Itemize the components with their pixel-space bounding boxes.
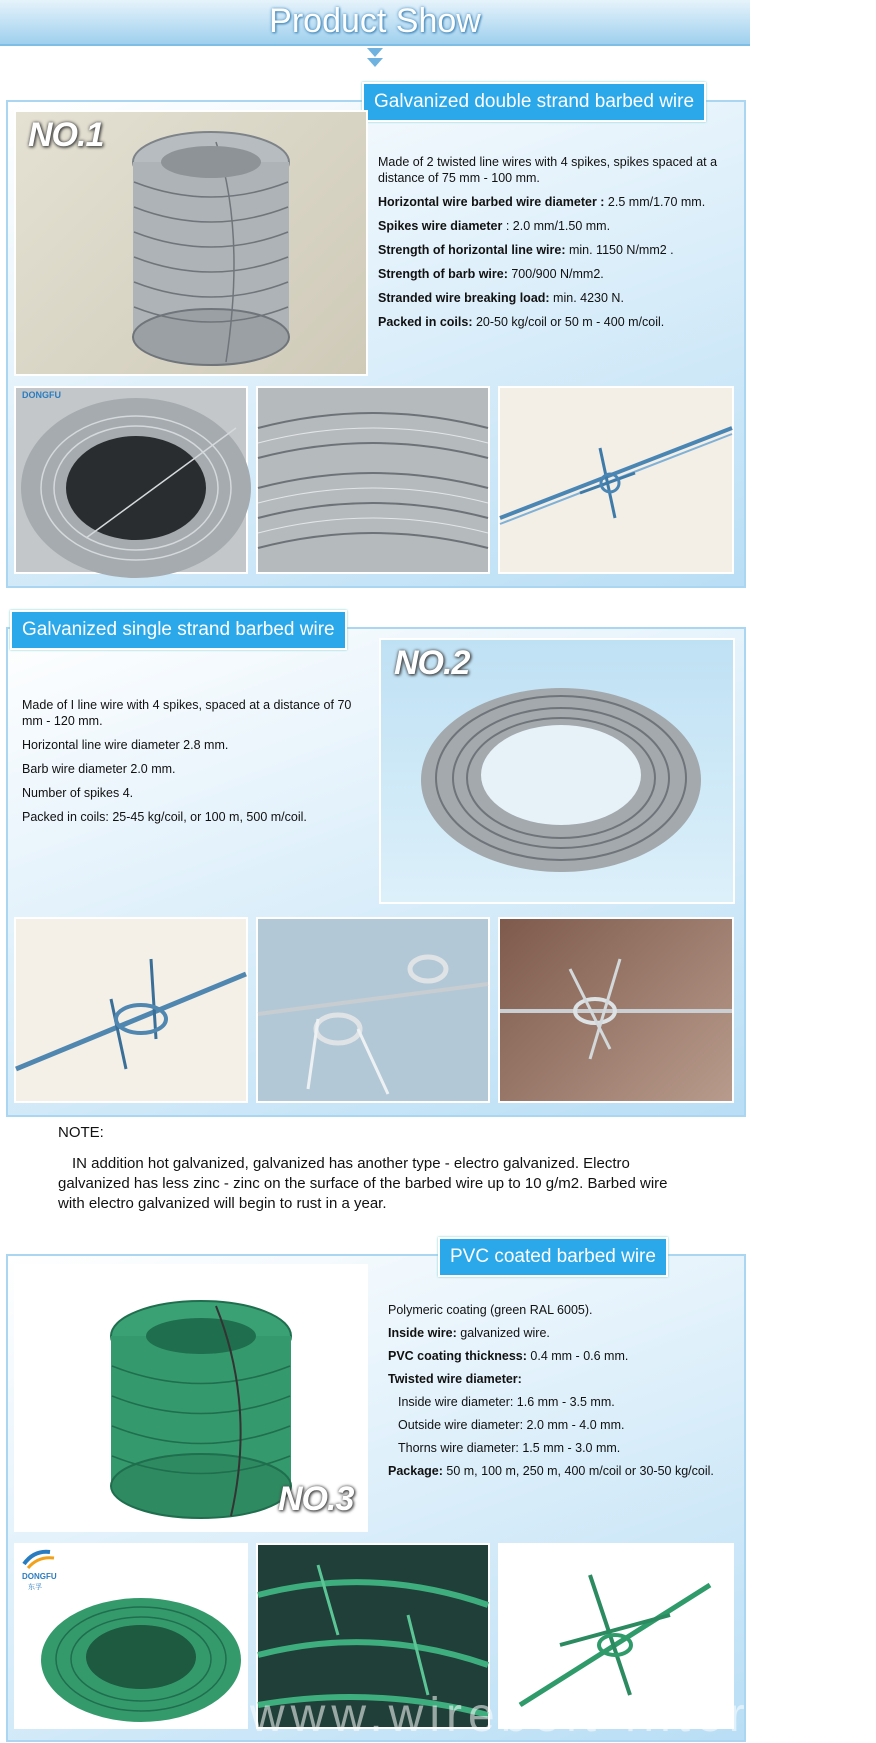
product-photo-coil-closeup	[256, 386, 490, 574]
spec-row: Thorns wire diameter: 1.5 mm - 3.0 mm.	[398, 1441, 621, 1455]
note-label: NOTE:	[58, 1124, 104, 1141]
product-number-badge: NO.2	[394, 644, 470, 682]
barb-detail-image	[500, 388, 732, 572]
product-photo-pvc-coil-2	[14, 1543, 248, 1729]
chevron-down-icon	[367, 58, 383, 67]
spec-row: Horizontal line wire diameter 2.8 mm.	[22, 738, 229, 752]
spec-row: Inside wire diameter: 1.6 mm - 3.5 mm.	[398, 1395, 615, 1409]
product-photo-barb-1	[14, 917, 248, 1103]
product-photo-barb-2	[256, 917, 490, 1103]
spec-row: Stranded wire breaking load: min. 4230 N.	[378, 291, 624, 305]
spec-row: Package: 50 m, 100 m, 250 m, 400 m/coil or 30-50 kg/coil.	[388, 1464, 714, 1478]
spec-row: PVC coating thickness: 0.4 mm - 0.6 mm.	[388, 1349, 629, 1363]
spec-row: Strength of barb wire: 700/900 N/mm2.	[378, 267, 604, 281]
specs-pvc	[388, 1302, 738, 1487]
chevron-down-icon	[367, 48, 383, 57]
brand-logo-icon	[20, 1548, 58, 1570]
page-title: Product Show	[269, 2, 481, 40]
note-text: IN addition hot galvanized, galvanized has another type - electro galvanized. Electro galvanized has less zinc - zinc on the surface of the barbed wire up to 10 g/m2. Barbed wire with electro galvanized will begin to rust in a year.	[58, 1155, 668, 1212]
spec-row: Made of I line wire with 4 spikes, spaced at a distance of 70 mm - 120 mm.	[22, 698, 352, 728]
product-photo-barb-detail	[498, 386, 734, 574]
spec-row: Spikes wire diameter : 2.0 mm/1.50 mm.	[378, 219, 611, 233]
product-number-badge: NO.3	[278, 1480, 354, 1518]
spec-row: Strength of horizontal line wire: min. 1150 N/mm2 .	[378, 243, 674, 257]
specs-double-strand	[378, 154, 734, 338]
spec-row: Horizontal wire barbed wire diameter : 2.5 mm/1.70 mm.	[378, 195, 706, 209]
product-photo-coil-top	[14, 386, 248, 574]
spec-row: Barb wire diameter 2.0 mm.	[22, 762, 176, 776]
section-title-single-strand: Galvanized single strand barbed wire	[10, 610, 347, 650]
section-title-pvc: PVC coated barbed wire	[438, 1237, 668, 1277]
section-title-double-strand: Galvanized double strand barbed wire	[362, 82, 706, 122]
barb-image	[16, 919, 246, 1101]
product-photo-barb-3	[498, 917, 734, 1103]
spec-row: Number of spikes 4.	[22, 786, 134, 800]
logo-mark	[20, 1548, 58, 1570]
coil-top-image	[16, 388, 246, 572]
spec-row: Outside wire diameter: 2.0 mm - 4.0 mm.	[398, 1418, 625, 1432]
barb-image	[500, 919, 732, 1101]
spec-row: Inside wire: galvanized wire.	[388, 1326, 550, 1340]
brand-logo: DONGFU	[22, 390, 61, 400]
specs-single-strand	[22, 697, 372, 833]
brand-logo: DONGFU	[22, 1572, 57, 1581]
spec-row: Twisted wire diameter:	[388, 1372, 522, 1386]
spec-row: Packed in coils: 20-50 kg/coil or 50 m - 400 m/coil.	[378, 315, 665, 329]
coil-closeup-image	[258, 388, 488, 572]
barb-image	[258, 919, 488, 1101]
watermark: www.wirebelt-filter.com	[250, 1689, 876, 1742]
spec-row: Packed in coils: 25-45 kg/coil, or 100 m, 500 m/coil.	[22, 810, 307, 824]
product-number-badge: NO.1	[28, 116, 104, 154]
brand-logo-sub: 东孚	[28, 1584, 42, 1591]
spec-description: Made of 2 twisted line wires with 4 spikes, spikes spaced at a distance of 75 mm - 100 mm.	[378, 155, 718, 185]
spec-row: Polymeric coating (green RAL 6005).	[388, 1303, 593, 1317]
